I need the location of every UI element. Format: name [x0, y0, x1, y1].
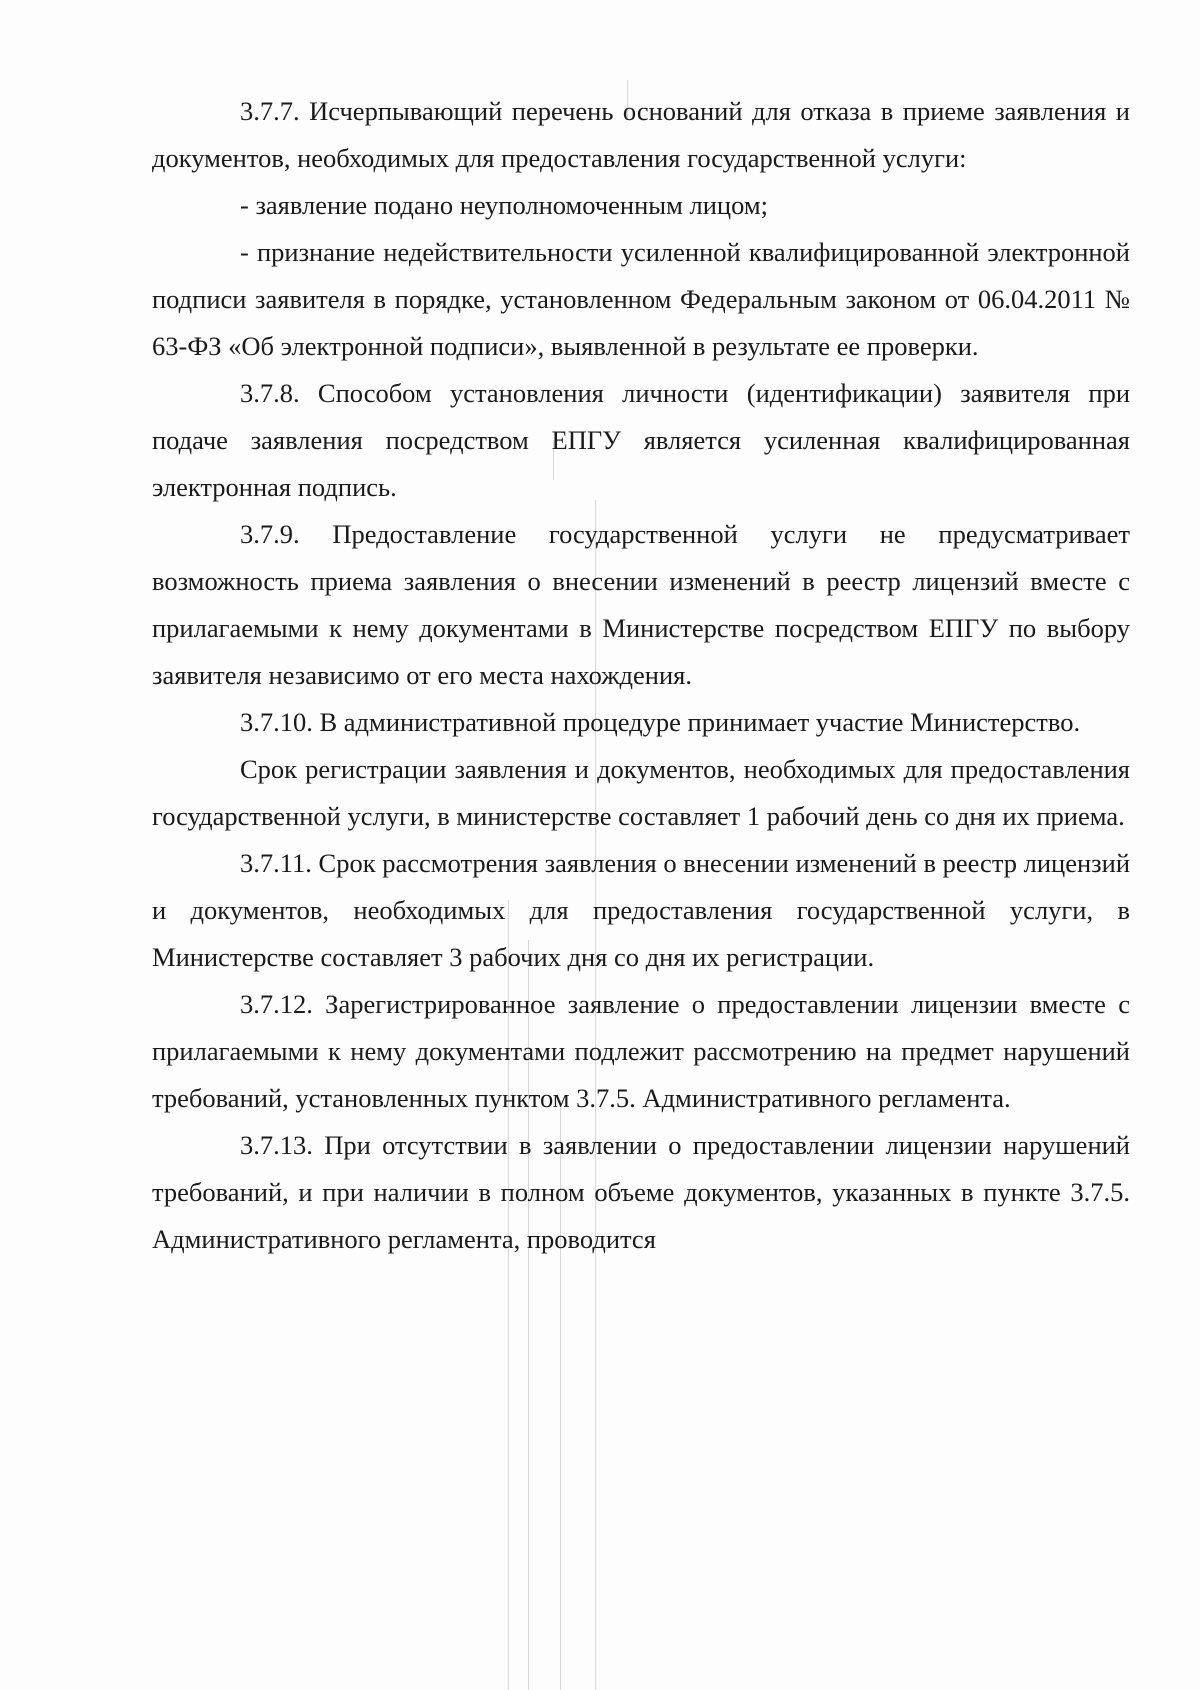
paragraph-3-7-9: 3.7.9. Предоставление государственной услуги не предусматривает возможность приема заявления о внесении изменений в реестр лицензий вместе с прилагаемыми к нему документами в Министерстве посредством ЕПГУ по выбору заявителя независимо от его места нахождения. [152, 519, 1130, 690]
paragraph-3-7-13: 3.7.13. При отсутствии в заявлении о предоставлении лицензии нарушений требований, и при наличии в полном объеме документов, указанных в пункте 3.7.5. Административного регламента, проводится [152, 1130, 1130, 1254]
paragraph-3-7-7: 3.7.7. Исчерпывающий перечень оснований для отказа в приеме заявления и документов, необходимых для предоставления государственной услуги: [152, 96, 1130, 173]
list-item-signature-invalid: - признание недействительности усиленной квалифицированной электронной подписи заявителя в порядке, установленном Федеральным законом от 06.04.2011 № 63-ФЗ «Об электронной подписи», выявленной в результате ее проверки. [152, 237, 1130, 361]
paragraph-registration-term: Срок регистрации заявления и документов, необходимых для предоставления государственной услуги, в министерстве составляет 1 рабочий день со дня их приема. [152, 754, 1130, 831]
paragraph-3-7-11: 3.7.11. Срок рассмотрения заявления о внесении изменений в реестр лицензий и документов, необходимых для предоставления государственной услуги, в Министерстве составляет 3 рабочих дня со дня их регистрации. [152, 848, 1130, 972]
paragraph-3-7-10: 3.7.10. В административной процедуре принимает участие Министерство. [240, 707, 1081, 737]
list-item-unauthorized: - заявление подано неуполномоченным лицом; [240, 190, 768, 220]
document-body [152, 88, 1130, 1263]
paragraph-3-7-12: 3.7.12. Зарегистрированное заявление о предоставлении лицензии вместе с прилагаемыми к нему документами подлежит рассмотрению на предмет нарушений требований, установленных пунктом 3.7.5. Административного регламента. [152, 989, 1130, 1113]
paragraph-3-7-8: 3.7.8. Способом установления личности (идентификации) заявителя при подаче заявления посредством ЕПГУ является усиленная квалифицированная электронная подпись. [152, 378, 1130, 502]
